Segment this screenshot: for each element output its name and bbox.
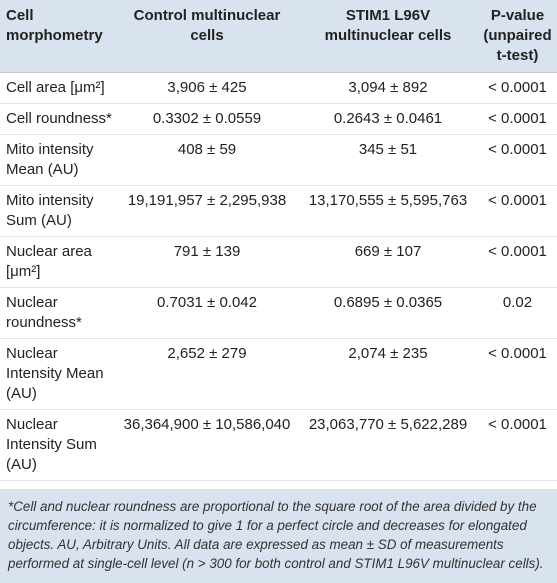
row-label: Nuclear area [μm²] bbox=[6, 243, 92, 280]
stim1-value: 13,170,555 ± 5,595,763 bbox=[308, 192, 468, 209]
control-value: 791 ± 139 bbox=[173, 243, 241, 260]
stim1-value: 23,063,770 ± 5,622,289 bbox=[308, 416, 468, 433]
row-label: Nuclear Intensity Sum (AU) bbox=[6, 416, 97, 473]
stim1-value: 0.2643 ± 0.0461 bbox=[333, 110, 443, 127]
p-value: 0.02 bbox=[502, 294, 533, 311]
control-value: 19,191,957 ± 2,295,938 bbox=[127, 192, 287, 209]
table-row bbox=[0, 288, 557, 339]
control-value: 2,652 ± 279 bbox=[167, 345, 247, 362]
row-label: Cell area [μm²] bbox=[6, 79, 105, 96]
p-value: < 0.0001 bbox=[488, 345, 547, 362]
table-row bbox=[0, 186, 557, 237]
control-value: 408 ± 59 bbox=[177, 141, 237, 158]
stim1-value: 0.6895 ± 0.0365 bbox=[333, 294, 443, 311]
table-row bbox=[0, 410, 557, 481]
table-row bbox=[0, 104, 557, 135]
p-value: < 0.0001 bbox=[488, 243, 547, 260]
row-label: Cell roundness* bbox=[6, 110, 112, 127]
p-value: < 0.0001 bbox=[488, 192, 547, 209]
row-label: Nuclear Intensity Mean (AU) bbox=[6, 345, 104, 402]
stim1-value: 669 ± 107 bbox=[354, 243, 422, 260]
p-value: < 0.0001 bbox=[488, 79, 547, 96]
header-stim1: STIM1 L96V multinuclear cells bbox=[324, 7, 452, 44]
stim1-value: 345 ± 51 bbox=[358, 141, 418, 158]
table-row bbox=[0, 135, 557, 186]
table-row bbox=[0, 73, 557, 104]
header-p-value: P-value (unpaired t-test) bbox=[483, 7, 552, 64]
table-footnote: *Cell and nuclear roundness are proportional to the square root of the area divided by the circumference: it is normalized to give 1 for a perfect circle and decreases for elongated objects. AU, Arbitrary Units. All data are expressed as mean ± SD of measurements performed at single-cell level (n > 300 for both control and STIM1 L96V multinuclear cells). bbox=[0, 489, 557, 583]
control-value: 3,906 ± 425 bbox=[167, 79, 247, 96]
row-label: Mito intensity Mean (AU) bbox=[6, 141, 94, 178]
control-value: 0.3302 ± 0.0559 bbox=[152, 110, 262, 127]
control-value: 0.7031 ± 0.042 bbox=[157, 294, 257, 311]
p-value: < 0.0001 bbox=[488, 416, 547, 433]
row-label: Mito intensity Sum (AU) bbox=[6, 192, 94, 229]
header-control: Control multinuclear cells bbox=[133, 7, 281, 44]
p-value: < 0.0001 bbox=[488, 110, 547, 127]
header-cell-morphometry: Cell morphometry bbox=[6, 7, 103, 44]
table-body bbox=[0, 73, 557, 481]
control-value: 36,364,900 ± 10,586,040 bbox=[123, 416, 291, 433]
table-row bbox=[0, 237, 557, 288]
table-header bbox=[0, 0, 557, 73]
p-value: < 0.0001 bbox=[488, 141, 547, 158]
row-label: Nuclear roundness* bbox=[6, 294, 82, 331]
table-row bbox=[0, 339, 557, 410]
header-row bbox=[0, 0, 557, 73]
stim1-value: 3,094 ± 892 bbox=[348, 79, 428, 96]
stim1-value: 2,074 ± 235 bbox=[348, 345, 428, 362]
